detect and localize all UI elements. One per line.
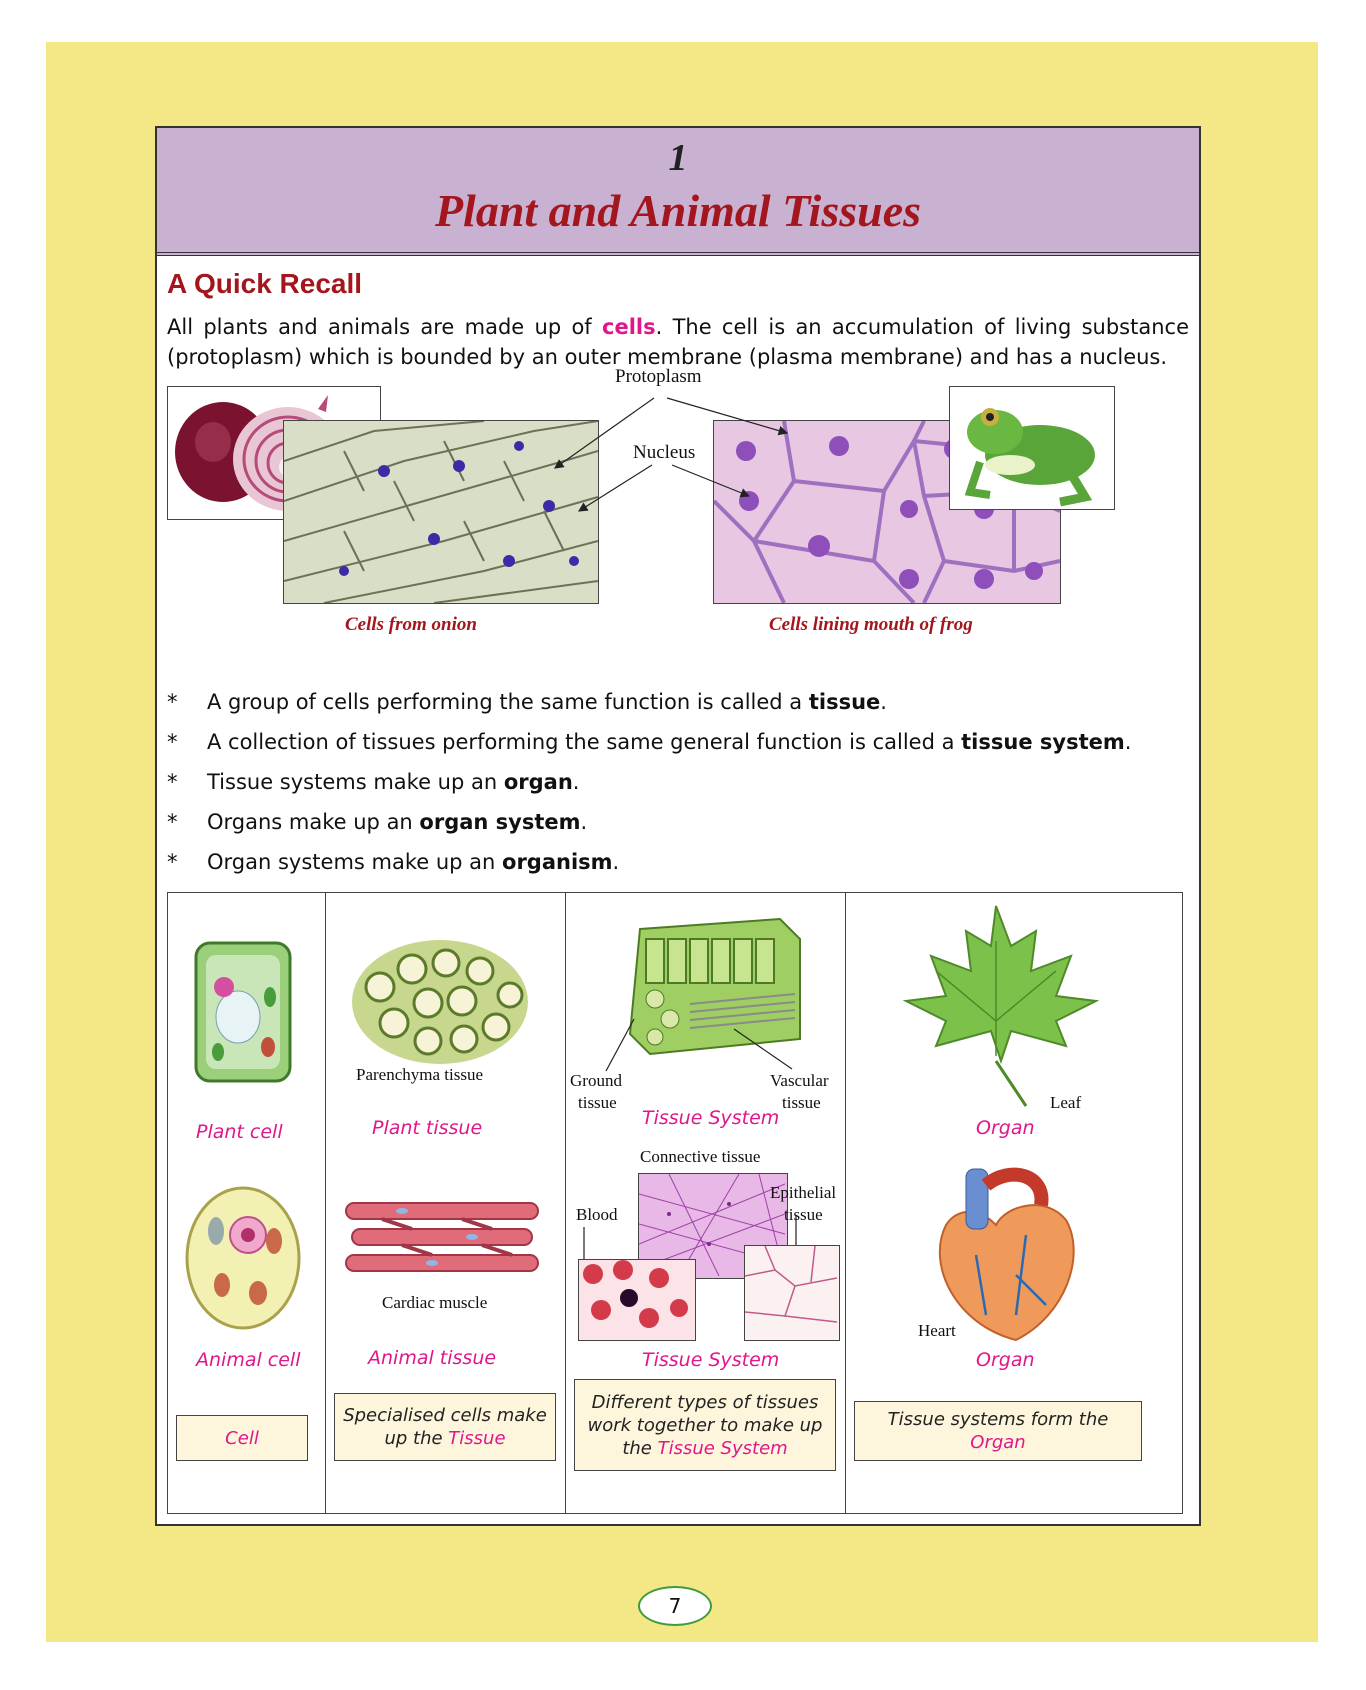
tissue-note-text [335, 1404, 555, 1450]
bullet-list [167, 688, 1197, 888]
list-item [167, 808, 1197, 848]
epithelial-image [744, 1245, 840, 1341]
parenchyma-illustration [350, 937, 530, 1071]
bullet-symbol: * [167, 730, 178, 754]
tissue-system-label-bottom: Tissue System [642, 1349, 780, 1371]
plant-cell-illustration [188, 937, 298, 1091]
bullet-bold: organism [502, 850, 613, 874]
plant-cell-label: Plant cell [196, 1121, 283, 1143]
section-title: A Quick Recall [167, 268, 363, 299]
nucleus-label: Nucleus [633, 442, 696, 463]
vascular-tissue-label-2: tissue [782, 1093, 821, 1112]
chapter-number: 1 [668, 137, 688, 179]
leaf-label: Leaf [1050, 1093, 1082, 1112]
bullet-text [207, 848, 619, 876]
organ-label-heart: Organ [976, 1349, 1035, 1371]
organ-label-leaf: Organ [976, 1117, 1035, 1139]
ground-tissue-label-2: tissue [578, 1093, 617, 1112]
list-item [167, 848, 1197, 888]
tissue-column [326, 893, 566, 1513]
plant-tissue-label: Plant tissue [372, 1117, 483, 1139]
bullet-text [207, 808, 587, 836]
epithelial-label-2: tissue [784, 1205, 823, 1224]
bullet-bold: organ system [419, 810, 581, 834]
bullet-end: . [612, 850, 620, 874]
vascular-tissue-label-1: Vascular [770, 1071, 829, 1090]
organ-note-highlight: Organ [970, 1432, 1026, 1453]
tissue-system-column [566, 893, 846, 1513]
blood-image [578, 1259, 696, 1341]
intro-highlight-cells: cells [602, 315, 656, 339]
intro-text-1: All plants and animals are made up of [167, 315, 602, 339]
bullet-text [207, 728, 1131, 756]
animal-tissue-label: Animal tissue [368, 1347, 497, 1369]
bullet-text: Organ systems make up an [207, 850, 503, 874]
protoplasm-label: Protoplasm [615, 366, 702, 387]
tissue-note-part1: Specialised cells make up the [343, 1405, 547, 1449]
cardiac-muscle-label: Cardiac muscle [382, 1293, 488, 1312]
tissue-system-note-highlight: Tissue System [657, 1437, 788, 1459]
animal-cell-label: Animal cell [196, 1349, 301, 1371]
epithelial-label-1: Epithelial [770, 1183, 837, 1202]
cell-note-text: Cell [225, 1427, 259, 1449]
bullet-text: Tissue systems make up an [207, 770, 504, 794]
frog-caption: Cells lining mouth of frog [769, 614, 973, 635]
tissue-system-note-text [575, 1391, 835, 1460]
tissue-note [334, 1393, 556, 1461]
bullet-bold: organ [503, 770, 573, 794]
organ-column [846, 893, 1182, 1513]
bullet-end: . [1124, 730, 1132, 754]
parenchyma-label: Parenchyma tissue [356, 1065, 483, 1084]
bullet-bold: tissue [808, 690, 881, 714]
organ-note-part1: Tissue systems form the [887, 1409, 1109, 1430]
onion-caption: Cells from onion [345, 614, 477, 635]
cell-column [168, 893, 326, 1513]
intro-text-2: . The cell is an accumulation of living substance (protoplasm) which is bounded by an outer membrane (plasma membrane) and has a nucleus. [167, 315, 1189, 369]
connective-tissue-label: Connective tissue [640, 1147, 761, 1166]
bullet-symbol: * [167, 690, 178, 714]
tissue-system-label-top: Tissue System [642, 1107, 780, 1129]
list-item [167, 728, 1197, 768]
bullet-end: . [580, 810, 588, 834]
heart-label: Heart [918, 1321, 956, 1340]
bullet-end: . [880, 690, 887, 714]
bullet-text: A group of cells performing the same function is called a [207, 690, 809, 714]
ground-tissue-label-1: Ground [570, 1071, 622, 1090]
label-arrows [157, 128, 1199, 648]
cardiac-muscle-illustration [342, 1195, 542, 1289]
bullet-text: A collection of tissues performing the same general function is called a [207, 730, 962, 754]
animal-cell-illustration [182, 1183, 304, 1337]
list-item [167, 768, 1197, 808]
bullet-text: Organs make up an [207, 810, 420, 834]
bullet-end: . [572, 770, 580, 794]
bullet-symbol: * [167, 770, 178, 794]
tissue-system-note [574, 1379, 836, 1471]
organ-note-text [888, 1408, 1109, 1454]
chapter-title: Plant and Animal Tissues [434, 185, 922, 236]
cell-note [176, 1415, 308, 1461]
bullet-text [207, 688, 887, 716]
blood-label: Blood [576, 1205, 618, 1224]
bullet-bold: tissue system [961, 730, 1125, 754]
page-number: 7 [638, 1586, 712, 1626]
content-frame [155, 126, 1201, 1526]
leaf-illustration [886, 901, 1106, 1115]
levels-table [167, 892, 1183, 1514]
bullet-text [207, 768, 579, 796]
bullet-symbol: * [167, 810, 178, 834]
tissue-note-highlight: Tissue [448, 1428, 506, 1449]
list-item [167, 688, 1197, 728]
bullet-symbol: * [167, 850, 178, 874]
tissue-system-note-part1: Different types of tissues work together to make up the [587, 1391, 823, 1459]
organ-note [854, 1401, 1142, 1461]
